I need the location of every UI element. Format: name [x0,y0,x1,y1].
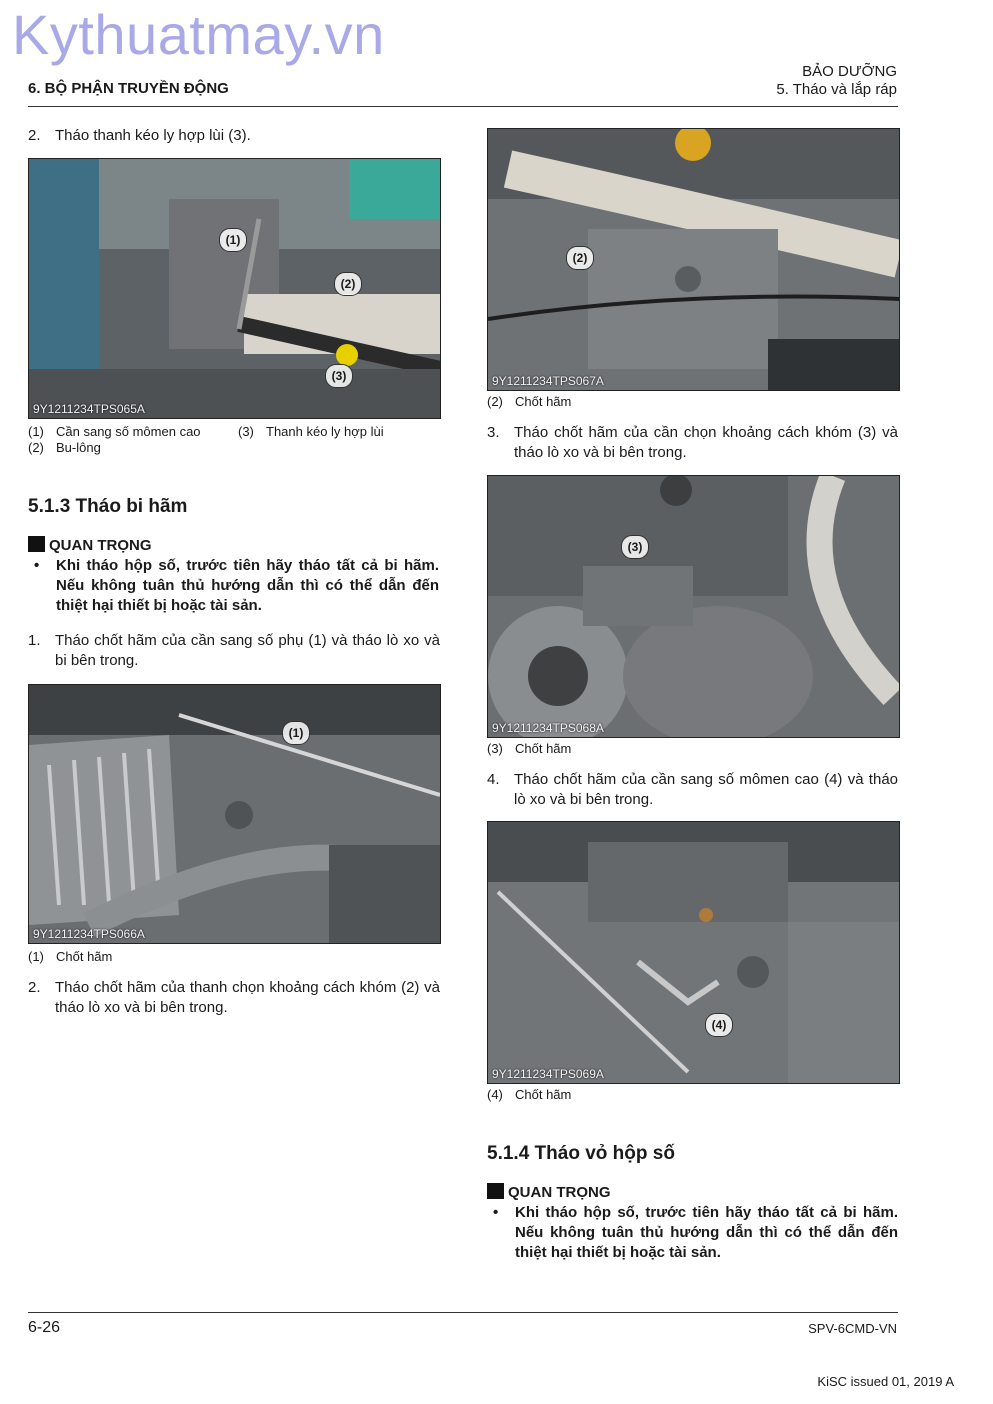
watermark-logo: Kythuatmay.vn [12,3,385,66]
photo-code: 9Y1211234TPS069A [492,1067,604,1081]
caption-detent-pin-3: (3) Chốt hãm [487,741,572,756]
footer-rule [28,1312,898,1313]
section-heading-513: 5.1.3 Tháo bi hãm [28,496,188,517]
section-header-line2: 5. Tháo và lắp ráp [776,81,897,98]
callout-2: (2) [334,272,362,296]
callout-3: (3) [621,535,649,559]
important-square-icon [487,1183,504,1199]
document-code: SPV-6CMD-VN [808,1321,897,1336]
step-text: Tháo thanh kéo ly hợp lùi (3). [55,127,251,144]
callout-3: (3) [325,364,353,388]
step-number: 3. [487,424,500,441]
step-number: 2. [28,127,41,144]
photo-tps069a [487,821,900,1084]
bullet-dot-icon: • [493,1204,499,1221]
step-2-remove-detent [28,978,440,1018]
callout-1: (1) [282,721,310,745]
callout-1: (1) [219,228,247,252]
important-notice-bullet: • Khi tháo hộp số, trước tiên hãy tháo tất cả bi hãm. Nếu không tuân thủ hướng dẫn thì có thể dẫn đến thiệt hại thiết bị hoặc tài sản. [34,557,439,614]
step-number: 2. [28,979,41,996]
section-heading-514: 5.1.4 Tháo vỏ hộp số [487,1143,675,1164]
step-text: Tháo chốt hãm của cần sang số phụ (1) và tháo lò xo và bi bên trong. [55,632,440,669]
caption-1: (1) Cần sang số mômen cao [28,424,201,439]
photo-code: 9Y1211234TPS065A [33,402,145,416]
step-text: Tháo chốt hãm của cần chọn khoảng cách khóm (3) và tháo lò xo và bi bên trong. [514,424,898,461]
step-text: Tháo chốt hãm của thanh chọn khoảng cách khóm (2) và tháo lò xo và bi bên trong. [55,979,440,1016]
important-notice-bullet: • Khi tháo hộp số, trước tiên hãy tháo tất cả bi hãm. Nếu không tuân thủ hướng dẫn thì có thể dẫn đến thiệt hại thiết bị hoặc tài sản. [493,1204,898,1261]
step-text: Tháo chốt hãm của cần sang số mômen cao (4) và tháo lò xo và bi bên trong. [514,771,898,808]
photo-code: 9Y1211234TPS066A [33,927,145,941]
callout-4: (4) [705,1013,733,1037]
callout-2: (2) [566,246,594,270]
step-2-remove-rod [28,126,440,146]
photo-tps067a [487,128,900,391]
header-rule [28,106,898,107]
page-number: 6-26 [28,1319,61,1336]
important-notice-label: QUAN TRỌNG [487,1183,611,1201]
photo-tps068a [487,475,900,738]
issue-note: KiSC issued 01, 2019 A [817,1374,954,1389]
caption-detent-pin-2: (2) Chốt hãm [487,394,572,409]
photo-tps066a [28,684,441,944]
caption-detent-pin-4: (4) Chốt hãm [487,1087,572,1102]
step-1-remove-detent [28,631,440,671]
caption-3: (3) Thanh kéo ly hợp lùi [238,424,384,439]
caption-2: (2) Bu-lông [28,440,101,455]
step-number: 4. [487,771,500,788]
important-square-icon [28,536,45,552]
section-header [776,63,897,99]
step-4-remove-detent [487,770,898,810]
photo-code: 9Y1211234TPS068A [492,721,604,735]
bullet-dot-icon: • [34,557,40,574]
section-header-line1: BẢO DƯỠNG [802,63,897,80]
caption-detent-pin-1: (1) Chốt hãm [28,949,113,964]
step-3-remove-detent [487,423,898,463]
important-notice-label: QUAN TRỌNG [28,536,152,554]
chapter-title: 6. BỘ PHẬN TRUYỀN ĐỘNG [28,80,229,97]
photo-code: 9Y1211234TPS067A [492,374,604,388]
photo-tps065a [28,158,441,419]
step-number: 1. [28,632,41,649]
